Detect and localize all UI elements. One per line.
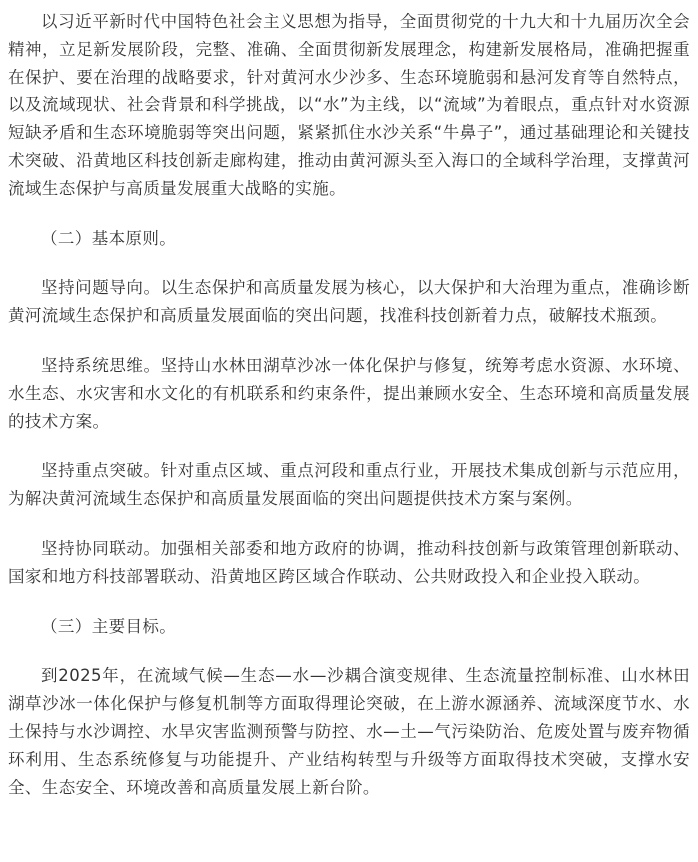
goal-paragraph: 到2025年，在流域气候—生态—水—沙耦合演变规律、生态流量控制标准、山水林田湖草沙冰一体化保护与修复机制等方面取得理论突破，在上游水源涵养、流域深度节水、水土保持与水沙调控、水旱灾害监测预警与防控、水—土—气污染防治、危废处置与废弃物循环利用、生态系统修复与功能提升、产业结构转型与升级等方面取得技术突破，支撑水安全、生态安全、环境改善和高质量发展上新台阶。 [8, 666, 690, 797]
intro-paragraph: 以习近平新时代中国特色社会主义思想为指导，全面贯彻党的十九大和十九届历次全会精神，立足新发展阶段，完整、准确、全面贯彻新发展理念，构建新发展格局，准确把握重在保护、要在治理的战略要求，针对黄河水少沙多、生态环境脆弱和悬河发育等自然特点，以及流域现状、社会背景和科学挑战，以“水”为主线，以“流域”为着眼点，重点针对水资源短缺矛盾和生态环境脆弱等突出问题，紧紧抓住水沙关系“牛鼻子”，通过基础理论和关键技术突破、沿黄地区科技创新走廊构建，推动由黄河源头至入海口的全域科学治理，支撑黄河流域生态保护与高质量发展重大战略的实施。 [8, 12, 690, 198]
principle-problem-oriented: 坚持问题导向。以生态保护和高质量发展为核心，以大保护和大治理为重点，准确诊断黄河流域生态保护和高质量发展面临的突出问题，找准科技创新着力点，破解技术瓶颈。 [8, 278, 690, 326]
principle-key-breakthrough: 坚持重点突破。针对重点区域、重点河段和重点行业，开展技术集成创新与示范应用，为解决黄河流域生态保护和高质量发展面临的突出问题提供技术方案与案例。 [8, 461, 690, 509]
principle-collaborative-linkage: 坚持协同联动。加强相关部委和地方政府的协调，推动科技创新与政策管理创新联动、国家和地方科技部署联动、沿黄地区跨区域合作联动、公共财政投入和企业投入联动。 [8, 538, 690, 586]
principle-systems-thinking: 坚持系统思维。坚持山水林田湖草沙冰一体化保护与修复，统筹考虑水资源、水环境、水生态、水灾害和水文化的有机联系和约束条件，提出兼顾水安全、生态环境和高质量发展的技术方案。 [8, 355, 690, 431]
section-two-heading: （二）基本原则。 [41, 228, 177, 248]
section-three-heading: （三）主要目标。 [41, 616, 177, 636]
document-body [8, 0, 690, 801]
